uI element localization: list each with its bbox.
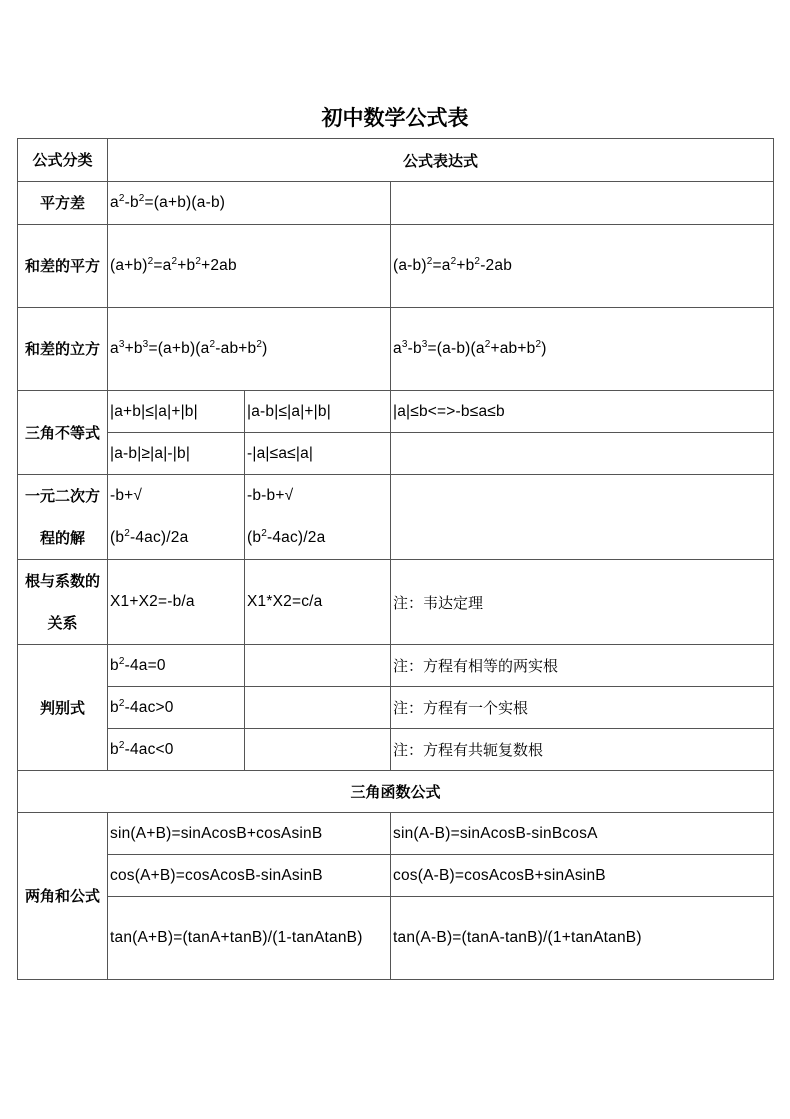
formula-cell: |a-b|≥|a|-|b|	[108, 433, 245, 475]
table-row	[18, 897, 774, 980]
formula-square-difference: $a^2-b^2=(a+b)(a-b)$	[108, 182, 391, 225]
page-title: 初中数学公式表	[321, 105, 469, 130]
table-row	[18, 687, 774, 729]
category-quadratic: 一元二次方程的解	[18, 475, 108, 560]
formula-cell: |a-b|≤|a|+|b|	[245, 391, 391, 433]
table-row	[18, 729, 774, 771]
formula-diff-cube: $a^3-b^3=(a-b)(a^2+ab+b^2)$	[391, 308, 774, 391]
table-row	[18, 225, 774, 308]
table-row	[18, 433, 774, 475]
table-row	[18, 391, 774, 433]
empty-cell	[245, 645, 391, 687]
section-header-trig: 三角函数公式	[18, 771, 774, 813]
table-row	[18, 813, 774, 855]
formula-vieta-sum: X1+X2=-b/a	[108, 560, 245, 645]
formula-tan-sum: tan(A+B)=(tanA+tanB)/(1-tanAtanB)	[108, 897, 391, 980]
formula-cos-sum: cos(A+B)=cosAcosB-sinAsinB	[108, 855, 391, 897]
empty-cell	[391, 182, 774, 225]
formula-sin-sum: sin(A+B)=sinAcosB+cosAsinB	[108, 813, 391, 855]
category-vieta: 根与系数的关系	[18, 560, 108, 645]
formula-vieta-product: X1*X2=c/a	[245, 560, 391, 645]
formula-discriminant-negative: $b^2-4ac<0$	[108, 729, 245, 771]
empty-cell	[391, 433, 774, 475]
formula-quadratic-root-1: -b+√ $(b^2-4ac)/2a$	[108, 475, 245, 560]
section-header-row	[18, 771, 774, 813]
formula-discriminant-positive: $b^2-4ac>0$	[108, 687, 245, 729]
note-discriminant-zero: 注：方程有相等的两实根	[391, 645, 774, 687]
table-row	[18, 645, 774, 687]
note-discriminant-positive: 注：方程有一个实根	[391, 687, 774, 729]
empty-cell	[391, 475, 774, 560]
note-vieta: 注：韦达定理	[391, 560, 774, 645]
formula-diff-square: $(a-b)^2=a^2+b^2-2ab$	[391, 225, 774, 308]
table-row	[18, 475, 774, 560]
empty-cell	[245, 729, 391, 771]
header-row	[18, 139, 774, 182]
table-row	[18, 182, 774, 225]
formula-quadratic-root-2: -b-b+√ $(b^2-4ac)/2a$	[245, 475, 391, 560]
category-triangle-inequality: 三角不等式	[18, 391, 108, 475]
formula-tan-diff: tan(A-B)=(tanA-tanB)/(1+tanAtanB)	[391, 897, 774, 980]
note-discriminant-negative: 注：方程有共轭复数根	[391, 729, 774, 771]
empty-cell	[245, 687, 391, 729]
formula-discriminant-zero: $b^2-4a=0$	[108, 645, 245, 687]
header-category: 公式分类	[18, 139, 108, 182]
formula-cell: |a+b|≤|a|+|b|	[108, 391, 245, 433]
table-row	[18, 560, 774, 645]
formula-cell: |a|≤b<=>-b≤a≤b	[391, 391, 774, 433]
formula-sin-diff: sin(A-B)=sinAcosB-sinBcosA	[391, 813, 774, 855]
category-sum-cube: 和差的立方	[18, 308, 108, 391]
formula-cell: -|a|≤a≤|a|	[245, 433, 391, 475]
table-row	[18, 855, 774, 897]
category-angle-sum: 两角和公式	[18, 813, 108, 980]
category-sum-square: 和差的平方	[18, 225, 108, 308]
header-expression: 公式表达式	[108, 139, 774, 182]
formula-sum-cube: $a^3+b^3=(a+b)(a^2-ab+b^2)$	[108, 308, 391, 391]
formula-sum-square: $(a+b)^2=a^2+b^2+2ab$	[108, 225, 391, 308]
formula-table	[17, 138, 774, 980]
table-row	[18, 308, 774, 391]
formula-cos-diff: cos(A-B)=cosAcosB+sinAsinB	[391, 855, 774, 897]
category-discriminant: 判别式	[18, 645, 108, 771]
category-square-difference: 平方差	[18, 182, 108, 225]
